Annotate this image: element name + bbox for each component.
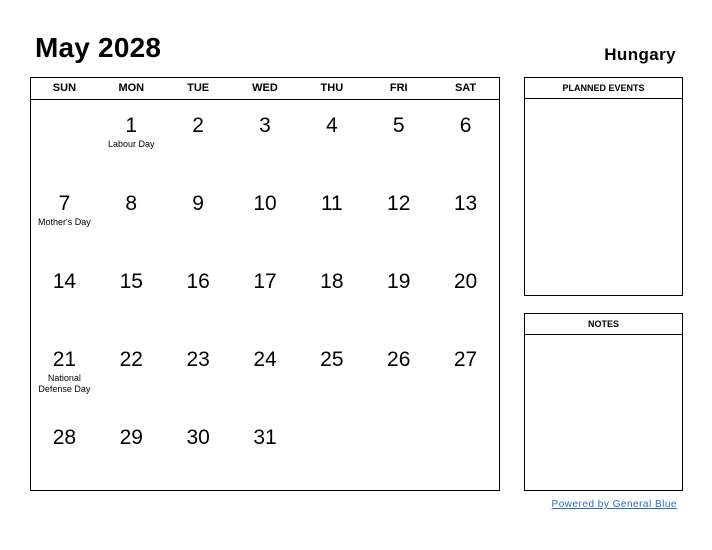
day-cell	[98, 334, 165, 412]
day-cell	[432, 256, 499, 334]
calendar-grid	[30, 77, 500, 491]
day-cell	[31, 412, 98, 490]
day-number: 25	[320, 348, 344, 371]
day-cell	[232, 412, 299, 490]
notes-heading: NOTES	[525, 314, 682, 335]
day-cell	[298, 178, 365, 256]
weekday-label: WED	[252, 82, 278, 94]
day-cell	[98, 412, 165, 490]
day-cell	[432, 178, 499, 256]
day-cell	[298, 256, 365, 334]
day-cell	[365, 334, 432, 412]
day-cell	[232, 178, 299, 256]
day-cell	[232, 100, 299, 178]
day-cell	[298, 334, 365, 412]
day-number: 19	[387, 270, 411, 293]
day-number: 6	[459, 114, 472, 137]
weekday-label: TUE	[187, 82, 210, 94]
day-number: 22	[119, 348, 143, 371]
day-number: 14	[52, 270, 77, 293]
day-number: 31	[253, 426, 277, 449]
notes-panel	[524, 313, 683, 491]
day-number: 15	[119, 270, 143, 293]
weekday-header	[31, 78, 499, 100]
day-number: 10	[253, 192, 277, 215]
weekday-label: SAT	[454, 82, 477, 94]
day-cell	[432, 334, 499, 412]
day-cell	[165, 412, 232, 490]
holiday-label: National Defense Day	[38, 373, 91, 394]
day-number: 21	[52, 348, 77, 371]
day-cell	[298, 412, 365, 490]
day-number: 16	[186, 270, 210, 293]
day-number: 17	[253, 270, 277, 293]
day-number: 24	[253, 348, 277, 371]
day-number: 5	[392, 114, 405, 137]
calendar-days	[31, 100, 499, 490]
day-cell	[31, 334, 98, 412]
day-number: 20	[453, 270, 478, 293]
day-cell	[232, 256, 299, 334]
country-label: Hungary	[604, 45, 676, 64]
day-cell	[298, 100, 365, 178]
weekday-label: FRI	[389, 82, 408, 94]
day-cell	[365, 412, 432, 490]
day-cell	[365, 100, 432, 178]
day-cell	[432, 412, 499, 490]
day-cell	[165, 256, 232, 334]
day-number: 26	[387, 348, 411, 371]
day-number: 12	[387, 192, 411, 215]
day-cell	[165, 178, 232, 256]
day-number: 11	[320, 192, 343, 215]
holiday-label: Labour Day	[108, 139, 155, 149]
day-cell	[31, 100, 98, 178]
day-number: 4	[326, 114, 338, 137]
day-cell	[98, 256, 165, 334]
weekday-label: THU	[320, 82, 344, 94]
day-cell	[98, 178, 165, 256]
day-number: 30	[186, 426, 210, 449]
page-title: May 2028	[35, 32, 162, 63]
day-number: 23	[186, 348, 210, 371]
day-number: 3	[259, 114, 271, 137]
day-number: 18	[320, 270, 344, 293]
planned-events-panel	[524, 77, 683, 296]
day-cell	[165, 334, 232, 412]
holiday-label: Mother's Day	[38, 217, 91, 227]
planned-events-heading: PLANNED EVENTS	[525, 78, 682, 99]
day-number: 9	[192, 192, 204, 215]
day-cell	[365, 178, 432, 256]
day-number: 13	[453, 192, 478, 215]
day-number: 2	[192, 114, 204, 137]
day-number: 29	[119, 426, 143, 449]
powered-by-link[interactable]: Powered by General Blue	[551, 499, 677, 510]
weekday-label: SUN	[52, 82, 77, 94]
day-cell	[98, 100, 165, 178]
day-number: 1	[125, 114, 138, 137]
day-number: 7	[58, 192, 71, 215]
day-number: 27	[453, 348, 478, 371]
day-cell	[365, 256, 432, 334]
day-cell	[31, 256, 98, 334]
day-number: 8	[125, 192, 138, 215]
day-cell	[232, 334, 299, 412]
weekday-label: MON	[118, 82, 145, 94]
day-cell	[432, 100, 499, 178]
day-cell	[31, 178, 98, 256]
day-cell	[165, 100, 232, 178]
day-number: 28	[52, 426, 77, 449]
